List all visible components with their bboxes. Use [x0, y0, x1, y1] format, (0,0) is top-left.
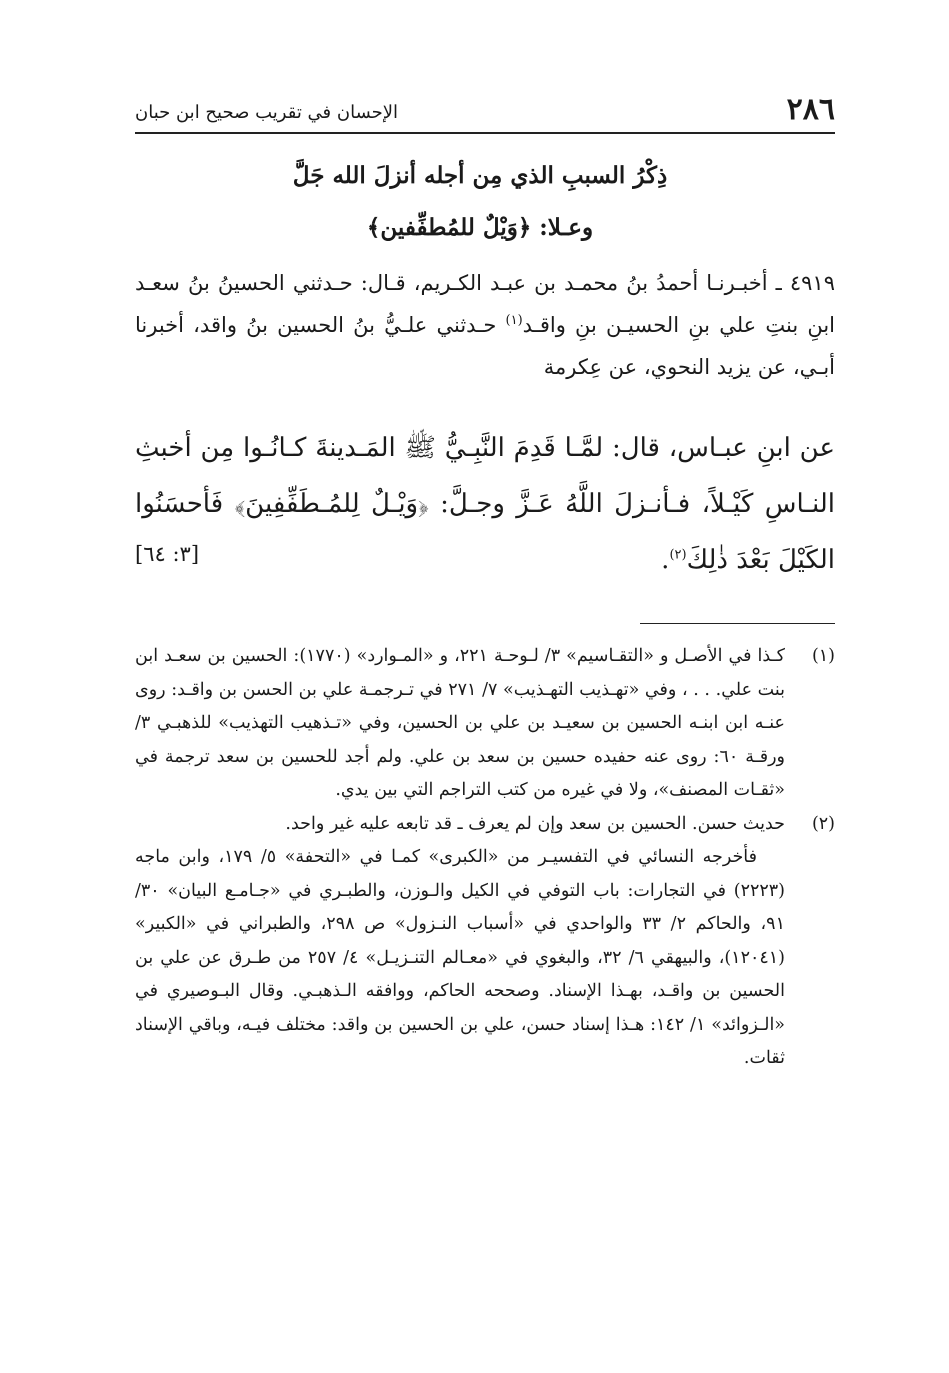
footnote-paragraph: فأخرجه النسائي في التفسيـر من «الكبرى» كمـا في «التحفة» ٥/ ١٧٩، وابن ماجه (٢٢٢٣) في التجارات: باب التوفي في الكيل والـوزن، والطبـري في «جـامـع البيان» ٣٠/ ٩١، والحاكم ٢/ ٣٣ والواحدي في «أسباب النـزول» ص ٢٩٨، والطبراني في «الكبير» (١٢٠٤١)، والبيهقي ٦/ ٣٢، والبغوي في «معـالم التنـزيـل» ٤/ ٢٥٧ من طـرق عن علي بن الحسين بن واقـد، بهـذا الإسناد. وصححه الحاكم، ووافقه الـذهبـي. وقال البـوصيري في «الـزوائد» ١/ ١٤٢: هـذا إسناد حسن، علي بن الحسين بن واقد: مختلف فيـه، وباقي الإسناد ثقات.: [135, 847, 786, 1068]
footnote-body: [135, 640, 785, 808]
isnad-text: ٤٩١٩ ـ أخبـرنـا أحمدُ بنُ محمـد بن عبـد الكـريم، قـال: حـدثني الحسينُ بنُ سعـد ابنِ بنتِ علي بنِ الحسيـن بنِ واقـد: [135, 271, 836, 337]
footnote-divider: [640, 623, 835, 624]
hadith-isnad: [135, 262, 835, 388]
running-title: الإحسان في تقريب صحيح ابن حبان: [135, 102, 399, 123]
footnote-number: (١): [811, 646, 835, 666]
hadith-matn: [135, 420, 835, 588]
matn-text: عن ابنِ عبـاس، قال: لمَّـا قَدِمَ النَّبِـيُّ ﷺ المَـدينةَ كـانُـوا مِن أخبثِ النـاسِ كَيْـلاً، فـأنـزلَ اللَّهُ عَـزَّ وجـلَّ: ﴿وَيْـلٌ لِلمُـطَفِّفِينَ﴾ فَأحسَنُوا الكَيْلَ بَعْدَ ذٰلِكَ: [135, 433, 835, 575]
footnote-number: (٢): [811, 813, 835, 834]
footnote-ref-2[interactable]: (٢): [669, 547, 687, 563]
footnote-paragraph: كـذا في الأصـل و «التقـاسيم» ٣/ لـوحـة ٢٢١، و «المـوارد» (١٧٧٠): الحسين بن سعـد ابن بنت علي. . . ، وفي «تهـذيب التهـذيب» ٧/ ٢٧١ في تـرجمـة علي بن الحسن بن واقـد: روى عنـه ابن ابنـه الحسين بن سعيـد بن علي بن الحسين، وفي «تـذهيب التهذيب» للذهبـي ٣/ ورقـة ٦٠: روى عنه حفيده حسين بن سعد بن علي. ولم أجد للحسين بن سعد ترجمة في «ثقـات المصنف»، ولا في غيره من كتب التراجم التي بين يدي.: [135, 646, 785, 800]
page-header: [135, 88, 835, 134]
chapter-heading: [200, 150, 760, 254]
page-number: ٢٨٦: [786, 92, 835, 127]
footnotes: [135, 640, 835, 1076]
footnote-paragraph: حديث حسن. الحسين بن سعد وإن لم يعرف ـ قد تابعه عليه غير واحد.: [285, 813, 785, 834]
heading-line-1: ذِكْرُ السببِ الذي مِن أجله أنزلَ الله جَلَّ: [292, 162, 668, 189]
footnote-1: [135, 640, 835, 808]
footnote-body: [135, 808, 785, 1076]
matn-end: .: [661, 545, 670, 575]
footnote-2: [135, 808, 835, 1076]
heading-line-2: وعـلا: ﴿وَيْلٌ للمُطفِّفين﴾: [366, 214, 594, 241]
hadith-reference: [٣: ٦٤]: [135, 542, 200, 566]
footnote-ref-1[interactable]: (١): [505, 313, 523, 328]
isnad-text-continued: حـدثني علـيُّ بنُ الحسين بنُ واقد، أخبرنا أبـي، عن يزيد النحوي، عن عِكرمة: [135, 313, 835, 379]
